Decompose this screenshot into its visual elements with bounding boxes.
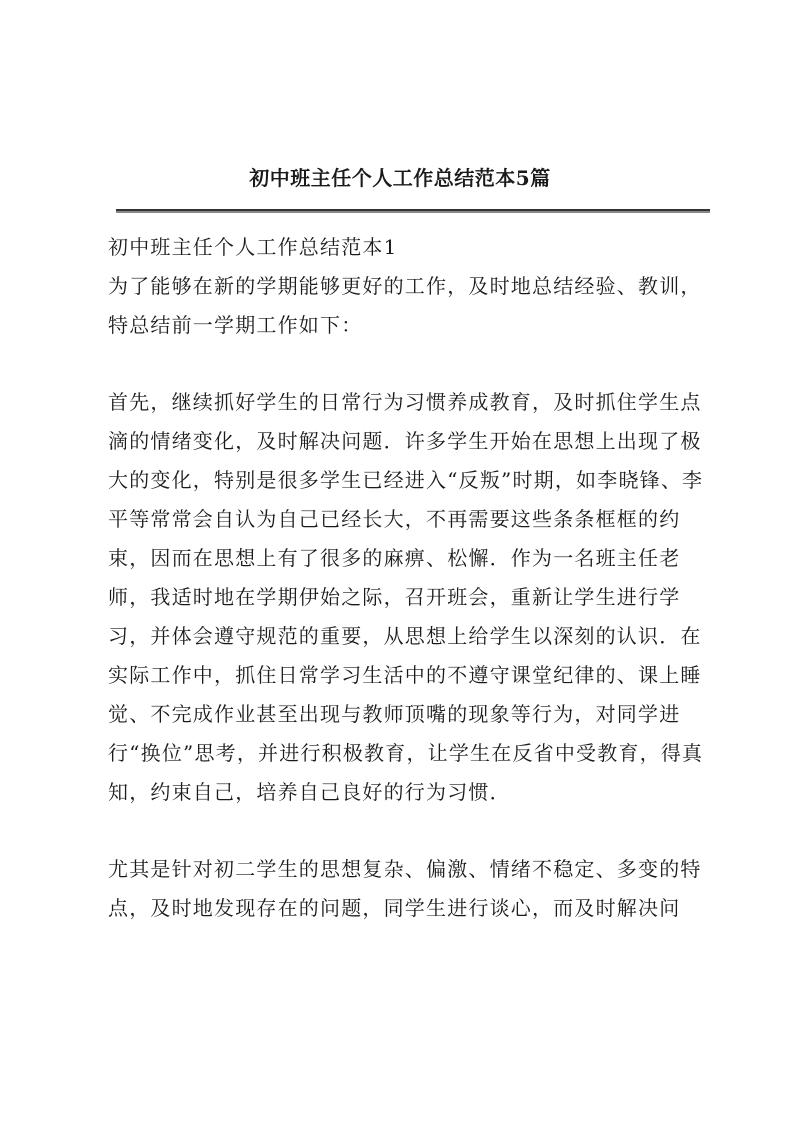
document-title: 初中班主任个人工作总结范本5篇 xyxy=(249,166,551,190)
paragraph-second: 尤其是针对初二学生的思想复杂、偏激、情绪不稳定、多变的特点，及时地发现存在的问题，同学生进行谈心，而及时解决问 xyxy=(108,857,702,920)
document-body xyxy=(108,228,718,928)
paragraph-intro: 为了能够在新的学期能够更好的工作，及时地总结经验、教训，特总结前一学期工作如下： xyxy=(108,274,702,337)
section-heading: 初中班主任个人工作总结范本1 xyxy=(108,235,398,259)
title-divider xyxy=(116,209,710,211)
paragraph-first: 首先，继续抓好学生的日常行为习惯养成教育，及时抓住学生点滴的情绪变化，及时解决问题．许多学生开始在思想上出现了极大的变化，特别是很多学生已经进入“反叛”时期，如李晓锋、李平等常常会自认为自己已经长大，不再需要这些条条框框的约束，因而在思想上有了很多的麻痹、松懈．作为一名班主任老师，我适时地在学期伊始之际，召开班会，重新让学生进行学习，并体会遵守规范的重要，从思想上给学生以深刻的认识．在实际工作中，抓住日常学习生活中的不遵守课堂纪律的、课上睡觉、不完成作业甚至出现与教师顶嘴的现象等行为，对同学进行“换位”思考，并进行积极教育，让学生在反省中受教育，得真知，约束自己，培养自己良好的行为习惯． xyxy=(108,390,704,804)
paragraph-spacer xyxy=(108,812,718,850)
paragraph-spacer xyxy=(108,345,718,383)
